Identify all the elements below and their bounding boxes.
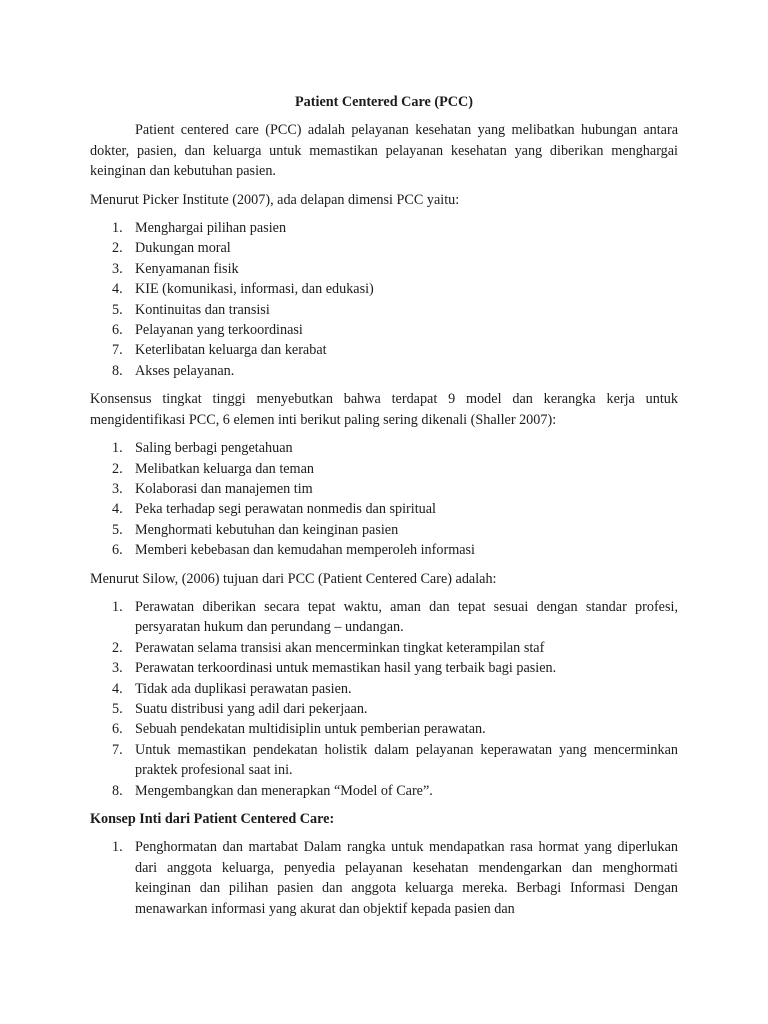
konsep-list (90, 837, 678, 919)
list-item (90, 218, 678, 238)
list-item (90, 658, 678, 678)
list-item (90, 837, 678, 919)
list-item (90, 259, 678, 279)
list-item-text: Perawatan diberikan secara tepat waktu, aman dan tepat sesuai dengan standar profesi, persyaratan hukum dan perundang – undangan. (135, 598, 678, 636)
list-item (90, 438, 678, 458)
list-item-text: Sebuah pendekatan multidisiplin untuk pemberian perawatan. (135, 721, 486, 738)
list-item-text: KIE (komunikasi, informasi, dan edukasi) (135, 281, 374, 298)
list-item (90, 320, 678, 340)
picker-list (90, 218, 678, 381)
list-item-text: Untuk memastikan pendekatan holistik dalam pelayanan keperawatan yang mencerminkan praktek profesional saat ini. (135, 741, 678, 779)
list-item-text: Suatu distribusi yang adil dari pekerjaan. (135, 700, 368, 717)
list-item (90, 479, 678, 499)
list-item-text: Penghormatan dan martabat Dalam rangka untuk mendapatkan rasa hormat yang diperlukan dari anggota keluarga, penyedia pelayanan kesehatan mendengarkan dan menghormati keinginan dan pilihan pasien dan anggota keluarga mereka. Berbagi Informasi Dengan menawarkan informasi yang akurat dan objektif kepada pasien dan (135, 839, 678, 917)
list-item-number: 5. (112, 700, 123, 717)
list-item (90, 459, 678, 479)
list-item (90, 279, 678, 299)
list-item-text: Tidak ada duplikasi perawatan pasien. (135, 680, 352, 697)
list-item-text: Peka terhadap segi perawatan nonmedis dan spiritual (135, 501, 436, 518)
list-item-number: 3. (112, 480, 123, 497)
shaller-intro: Konsensus tingkat tinggi menyebutkan bahwa terdapat 9 model dan kerangka kerja untuk mengidentifikasi PCC, 6 elemen inti berikut paling sering dikenali (Shaller 2007): (90, 391, 678, 428)
list-item-number: 6. (112, 322, 123, 339)
intro-paragraph: Patient centered care (PCC) adalah pelayanan kesehatan yang melibatkan hubungan antara dokter, pasien, dan keluarga untuk memastikan pelayanan kesehatan yang diberikan menghargai keinginan dan kebutuhan pasien. (90, 122, 678, 180)
list-item-number: 4. (112, 680, 123, 697)
list-item-text: Pelayanan yang terkoordinasi (135, 322, 303, 339)
list-item-number: 1. (112, 220, 123, 237)
list-item-text: Kenyamanan fisik (135, 260, 239, 277)
list-item-number: 6. (112, 542, 123, 559)
list-item (90, 719, 678, 739)
list-item (90, 638, 678, 658)
list-item-text: Menghargai pilihan pasien (135, 220, 287, 237)
list-item-number: 2. (112, 240, 123, 257)
list-item (90, 499, 678, 519)
list-item-number: 1. (112, 440, 123, 457)
list-item-text: Menghormati kebutuhan dan keinginan pasien (135, 521, 399, 538)
shaller-list (90, 438, 678, 560)
list-item (90, 740, 678, 781)
list-item-text: Keterlibatan keluarga dan kerabat (135, 342, 327, 359)
list-item-number: 1. (112, 598, 123, 615)
list-item (90, 781, 678, 801)
list-item-text: Perawatan terkoordinasi untuk memastikan hasil yang terbaik bagi pasien. (135, 660, 557, 677)
list-item-number: 1. (112, 839, 123, 856)
list-item (90, 300, 678, 320)
list-item (90, 540, 678, 560)
list-item-number: 3. (112, 660, 123, 677)
list-item-number: 8. (112, 362, 123, 379)
list-item-number: 4. (112, 501, 123, 518)
document-title: Patient Centered Care (PCC) (295, 94, 473, 110)
list-item-text: Perawatan selama transisi akan mencerminkan tingkat keterampilan staf (135, 639, 545, 656)
list-item (90, 340, 678, 360)
list-item (90, 679, 678, 699)
silow-intro: Menurut Silow, (2006) tujuan dari PCC (Patient Centered Care) adalah: (90, 570, 497, 587)
list-item-text: Kolaborasi dan manajemen tim (135, 480, 313, 497)
list-item-number: 3. (112, 260, 123, 277)
list-item-number: 8. (112, 782, 123, 799)
list-item-number: 7. (112, 342, 123, 359)
list-item-number: 5. (112, 521, 123, 538)
list-item-number: 4. (112, 281, 123, 298)
list-item-text: Melibatkan keluarga dan teman (135, 460, 314, 477)
list-item-text: Akses pelayanan. (135, 362, 235, 379)
list-item (90, 597, 678, 638)
list-item-number: 2. (112, 639, 123, 656)
list-item-number: 5. (112, 301, 123, 318)
list-item (90, 238, 678, 258)
document-body (90, 92, 678, 927)
list-item-text: Mengembangkan dan menerapkan “Model of Care”. (135, 782, 433, 799)
silow-list (90, 597, 678, 801)
list-item-text: Saling berbagi pengetahuan (135, 440, 293, 457)
list-item-text: Memberi kebebasan dan kemudahan memperoleh informasi (135, 542, 475, 559)
list-item-text: Dukungan moral (135, 240, 231, 257)
list-item (90, 699, 678, 719)
list-item (90, 520, 678, 540)
list-item-number: 6. (112, 721, 123, 738)
konsep-heading: Konsep Inti dari Patient Centered Care: (90, 811, 335, 827)
picker-intro: Menurut Picker Institute (2007), ada delapan dimensi PCC yaitu: (90, 191, 460, 208)
list-item-number: 2. (112, 460, 123, 477)
list-item-number: 7. (112, 741, 123, 758)
list-item-text: Kontinuitas dan transisi (135, 301, 270, 318)
list-item (90, 361, 678, 381)
